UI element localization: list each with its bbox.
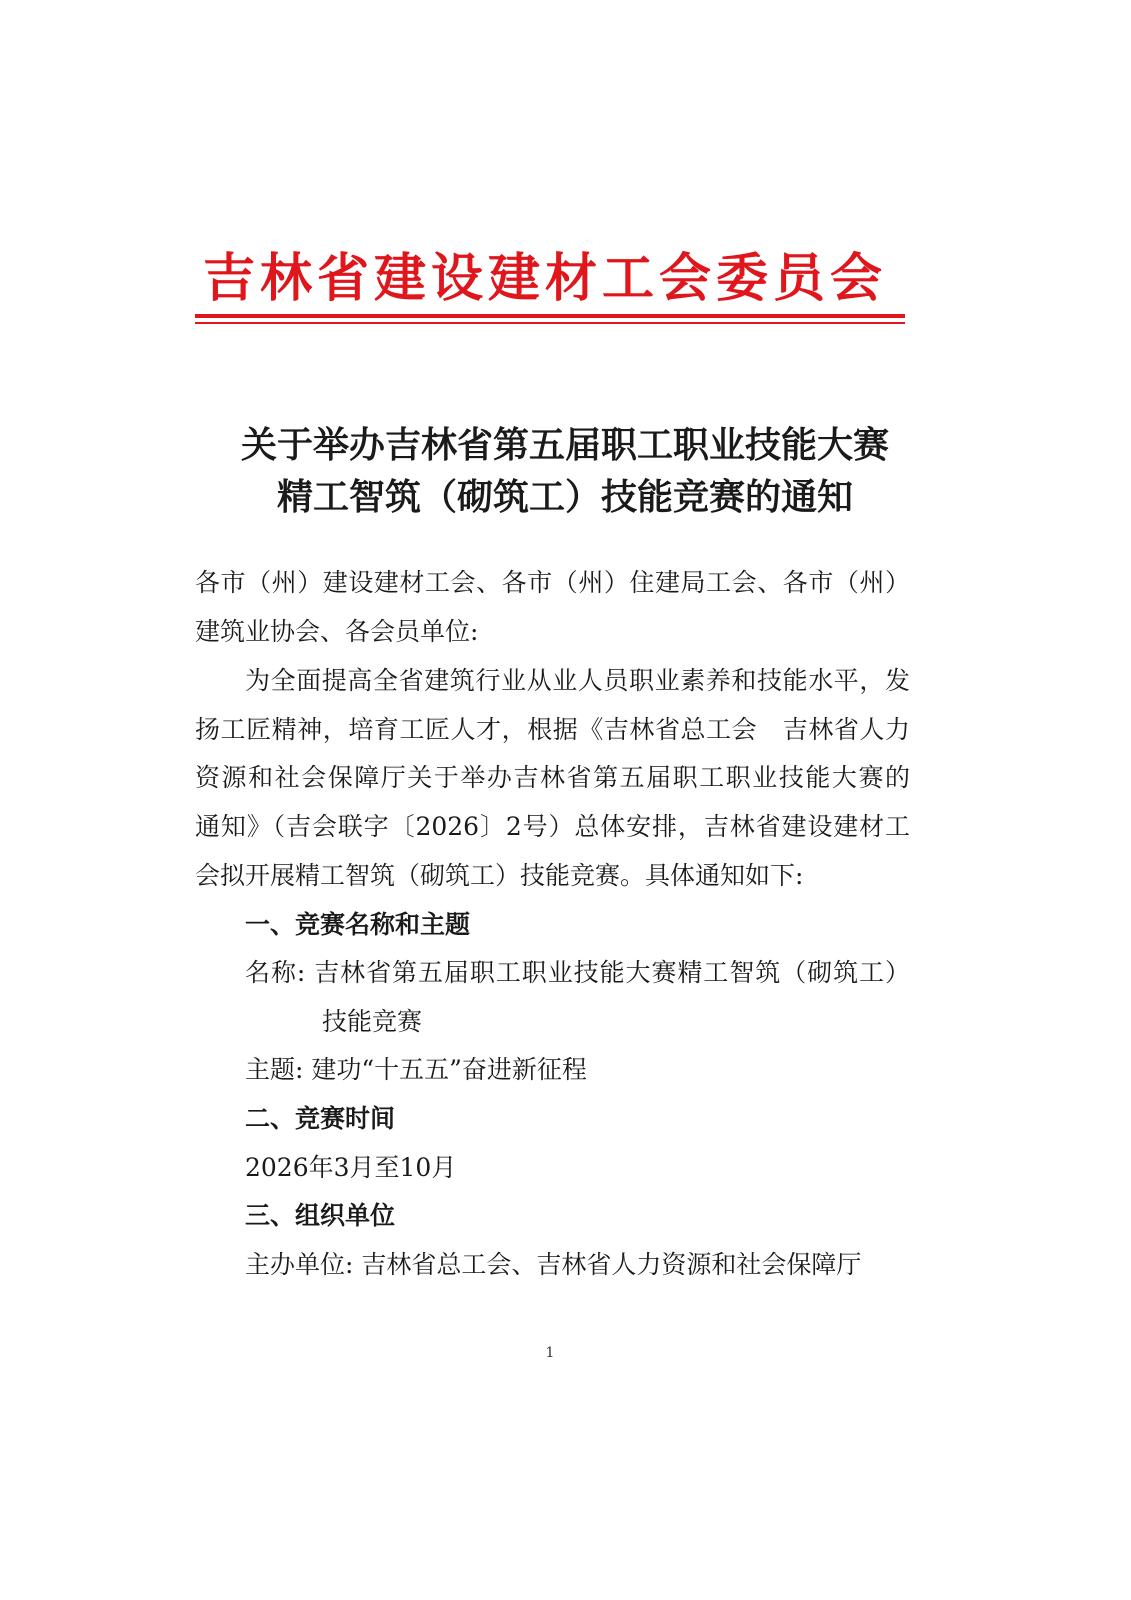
intro-line-2: 扬工匠精神，培育工匠人才，根据《吉林省总工会 吉林省人力 (195, 715, 910, 744)
section-3-heading: 三、组织单位 (245, 1201, 396, 1230)
document-title-line-2: 精工智筑（砌筑工）技能竞赛的通知 (276, 476, 853, 518)
salutation-line-1: 各市（州）建设建材工会、各市（州）住建局工会、各市（州） (195, 568, 910, 597)
intro-line-4: 通知》（吉会联字〔2026〕2号）总体安排，吉林省建设建材工 (195, 812, 910, 841)
intro-line-5: 会拟开展精工智筑（砌筑工）技能竞赛。具体通知如下: (195, 861, 804, 890)
salutation-line-2: 建筑业协会、各会员单位: (195, 617, 479, 646)
header-red-rule-thin (195, 322, 905, 324)
section-1-heading: 一、竞赛名称和主题 (245, 910, 471, 939)
intro-line-1: 为全面提高全省建筑行业从业人员职业素养和技能水平，发 (245, 666, 910, 695)
competition-name-line-1: 名称: 吉林省第五届职工职业技能大赛精工智筑（砌筑工） (245, 958, 910, 987)
host-organizations-line: 主办单位: 吉林省总工会、吉林省人力资源和社会保障厅 (245, 1250, 862, 1279)
intro-line-3: 资源和社会保障厅关于举办吉林省第五届职工职业技能大赛的 (195, 763, 910, 792)
competition-name-line-2: 技能竞赛 (322, 1007, 423, 1036)
header-red-rule-thick (195, 314, 905, 318)
section-2-heading: 二、竞赛时间 (245, 1104, 396, 1133)
page-number: 1 (545, 1345, 555, 1361)
organization-header: 吉林省建设建材工会委员会 (202, 249, 887, 309)
competition-time: 2026年3月至10月 (245, 1153, 457, 1182)
competition-theme-line: 主题: 建功“十五五”奋进新征程 (245, 1055, 587, 1084)
document-title-line-1: 关于举办吉林省第五届职工职业技能大赛 (240, 424, 889, 466)
